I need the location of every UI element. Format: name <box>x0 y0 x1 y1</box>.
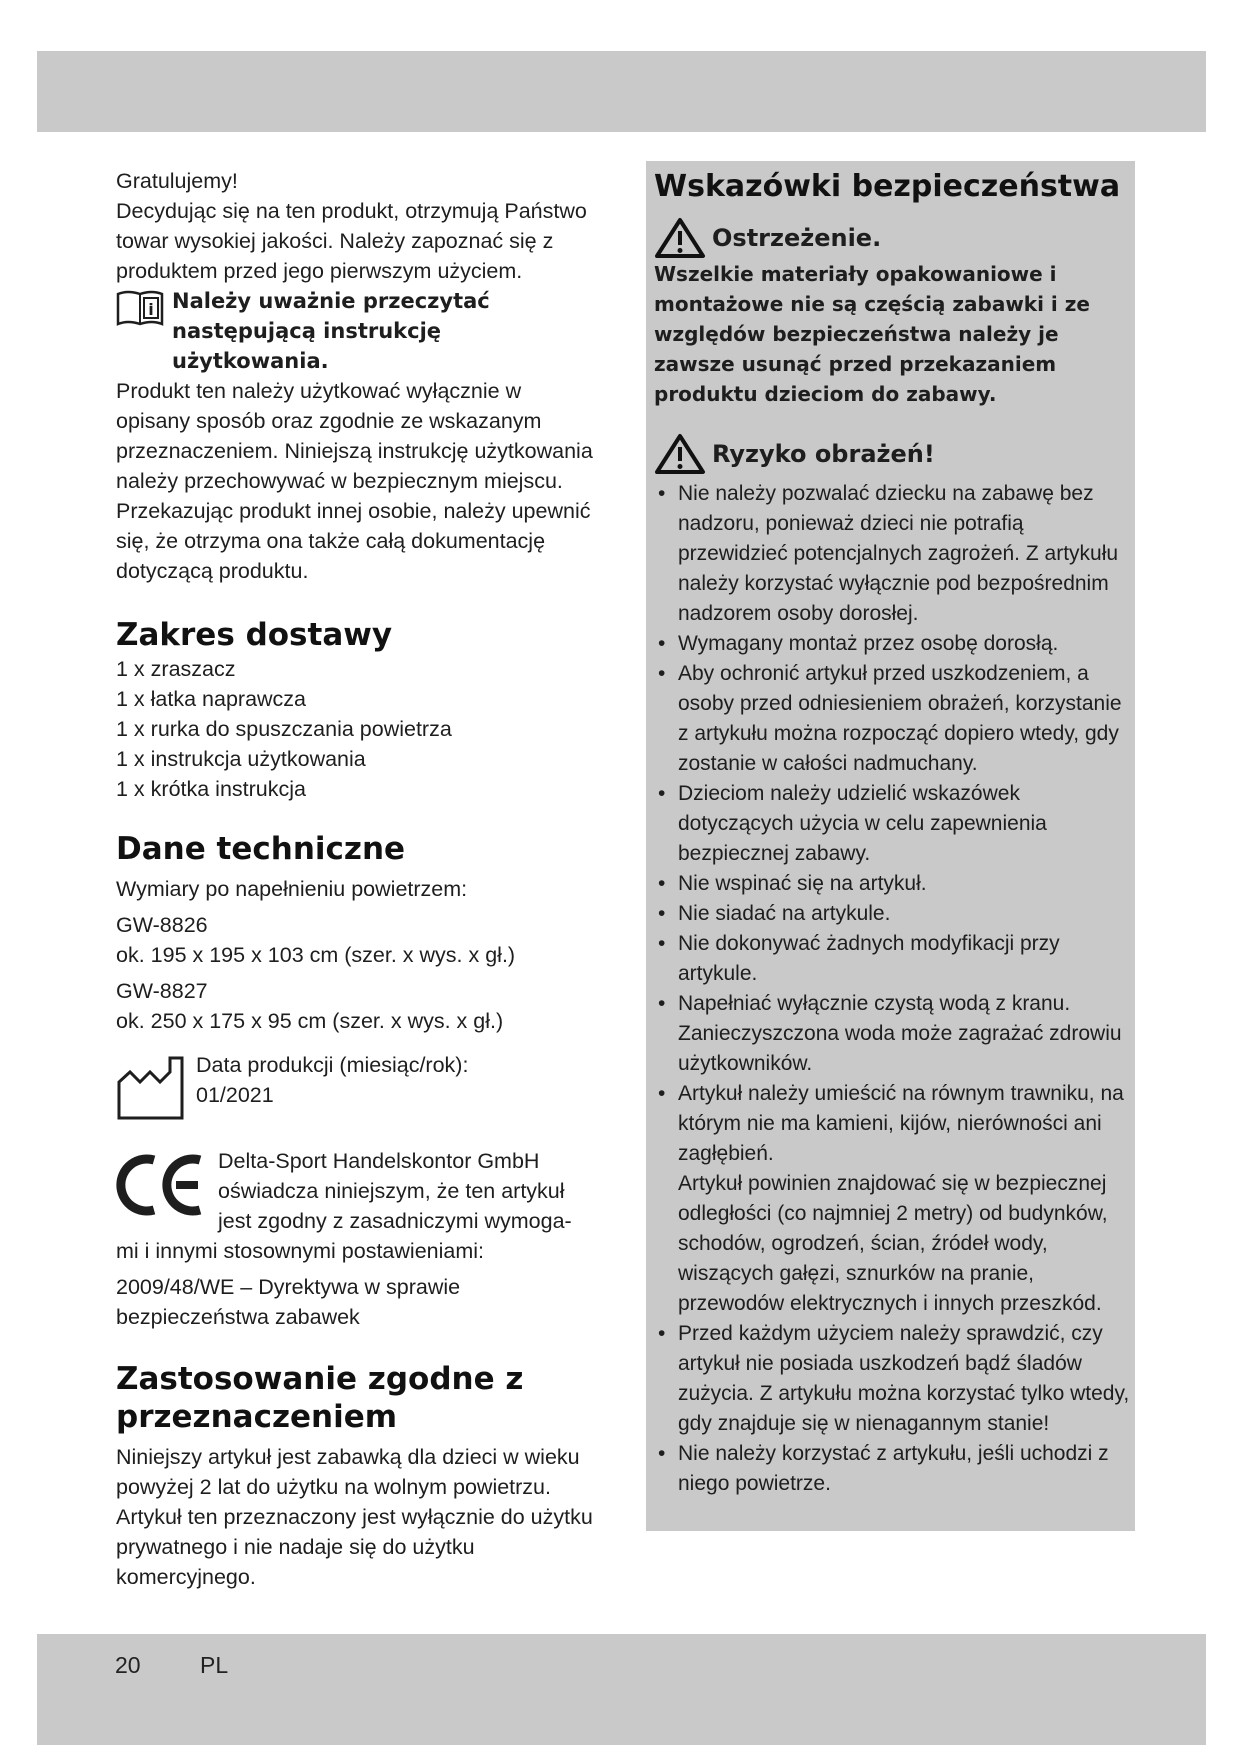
svg-text:i: i <box>148 300 154 319</box>
safety-bullet: • Aby ochronić artykuł przed uszkodzeniem, a osoby przed odniesieniem obrażeń, korzystanie z artykułu można rozpocząć dopiero wtedy, gdy zostanie w całości nadmuchany. <box>654 659 1130 779</box>
intended-p1: Niniejszy artykuł jest zabawką dla dzieci w wieku powyżej 2 lat do użytku na wolnym powietrzu. <box>116 1445 580 1499</box>
risk-heading-text: Ryzyko obrażeń! <box>712 440 935 468</box>
model-2: GW-8827 <box>116 979 208 1003</box>
safety-bullet-list <box>654 479 1130 1499</box>
safety-bullet: • Dzieciom należy udzielić wskazówek dotyczących użycia w celu zapewnienia bezpiecznej zabawy. <box>654 779 1130 869</box>
safety-bullet-extra: Artykuł powinien znajdować się w bezpiecznej odległości (co najmniej 2 metry) od budynków, schodów, ogrodzeń, ścian, źródeł wody, wiszących gałęzi, sznurków na pranie, przewodów elektrycznych i innych przeszkód. <box>678 1172 1108 1315</box>
safety-bullet: • Nie siadać na artykule. <box>654 899 1130 929</box>
safety-panel <box>646 161 1135 1531</box>
safety-title: Wskazówki bezpieczeństwa <box>654 169 1121 204</box>
header-band <box>37 51 1206 132</box>
usage-text: Produkt ten należy użytkować wyłącznie w opisany sposób oraz zgodnie ze wskazanym przeznaczeniem. Niniejszą instrukcję użytkowania należy przechowywać w bezpiecznym miejscu. Przekazując produkt innej osobie, należy upewnić się, że otrzyma ona także całą dokumentację dotyczącą produktu. <box>116 379 593 583</box>
safety-bullet: • Napełniać wyłącznie czystą wodą z kranu. Zanieczyszczona woda może zagrażać zdrowiu użytkowników. <box>654 989 1130 1079</box>
safety-bullet: • Przed każdym użyciem należy sprawdzić, czy artykuł nie posiada uszkodzeń bądź śladów zużycia. Z artykułu można korzystać tylko wtedy, gdy znajduje się w nienagannym stanie! <box>654 1319 1130 1439</box>
ce-mark-icon <box>116 1152 206 1218</box>
delivery-item: 1 x łatka naprawcza <box>116 687 307 711</box>
warning-triangle-icon <box>654 217 706 259</box>
ce-declaration <box>116 1146 596 1266</box>
safety-bullet-text: Artykuł należy umieścić na równym trawniku, na którym nie ma kamieni, kijów, nierówności ani zagłębień. <box>678 1082 1124 1165</box>
safety-bullet: • Nie należy korzystać z artykułu, jeśli uchodzi z niego powietrze. <box>654 1439 1130 1499</box>
safety-bullet: • Nie wspinać się na artykuł. <box>654 869 1130 899</box>
delivery-item: 1 x rurka do spuszczania powietrza <box>116 717 452 741</box>
delivery-item: 1 x instrukcja użytkowania <box>116 747 366 771</box>
footer-band <box>37 1634 1206 1745</box>
warning-text: Wszelkie materiały opakowaniowe i montażowe nie są częścią zabawki i ze względów bezpieczeństwa należy je zawsze usunąć przed przekazaniem produktu dzieciom do zabawy. <box>654 262 1090 406</box>
page-number: 20 <box>115 1652 141 1678</box>
ce-line-2: oświadcza niniejszym, że ten artykuł <box>218 1179 565 1203</box>
greeting: Gratulujemy! <box>116 169 238 193</box>
model-2-dims: ok. 250 x 175 x 95 cm (szer. x wys. x gł.) <box>116 1009 504 1033</box>
production-date-label: Data produkcji (miesiąc/rok): <box>196 1053 469 1077</box>
note-text: Należy uważnie przeczytać następującą instrukcję użytkowania. <box>172 289 490 373</box>
safety-bullet: • Nie dokonywać żadnych modyfikacji przy artykule. <box>654 929 1130 989</box>
ce-line-4: mi i innymi stosownymi postawieniami: <box>116 1239 484 1263</box>
dims-label: Wymiary po napełnieniu powietrzem: <box>116 877 468 901</box>
safety-bullet <box>654 1079 1130 1319</box>
model-1-dims: ok. 195 x 195 x 103 cm (szer. x wys. x gł.) <box>116 943 516 967</box>
intro-text: Decydując się na ten produkt, otrzymują Państwo towar wysokiej jakości. Należy zapoznać się z produktem przed jego pierwszym użyciem. <box>116 199 587 283</box>
production-date <box>116 1050 596 1118</box>
safety-bullet: • Wymagany montaż przez osobę dorosłą. <box>654 629 1130 659</box>
directive: 2009/48/WE – Dyrektywa w sprawie bezpieczeństwa zabawek <box>116 1275 461 1329</box>
safety-bullet: • Nie należy pozwalać dziecku na zabawę bez nadzoru, ponieważ dzieci nie potrafią przewidzieć potencjalnych zagrożeń. Z artykułu należy korzystać wyłącznie pod bezpośrednim nadzorem osoby dorosłej. <box>654 479 1130 629</box>
ce-line-3: jest zgodny z zasadniczymi wymoga- <box>218 1209 572 1233</box>
ce-line-1: Delta-Sport Handelskontor GmbH <box>218 1149 540 1173</box>
delivery-item: 1 x krótka instrukcja <box>116 777 306 801</box>
delivery-list <box>116 654 596 804</box>
read-instructions-note <box>116 286 596 376</box>
footer <box>115 1652 228 1679</box>
warning-heading <box>654 217 1130 259</box>
intended-p2: Artykuł ten przeznaczony jest wyłącznie do użytku prywatnego i nie nadaje się do użytku komercyjnego. <box>116 1505 593 1589</box>
delivery-item: 1 x zraszacz <box>116 657 236 681</box>
tech-heading: Dane techniczne <box>116 831 406 867</box>
intended-heading: Zastosowanie zgodne z przeznaczeniem <box>116 1361 524 1435</box>
left-column <box>116 166 596 1592</box>
warning-heading-text: Ostrzeżenie. <box>712 224 882 252</box>
manufacture-date-icon <box>116 1054 186 1120</box>
risk-heading <box>654 433 1130 475</box>
delivery-heading: Zakres dostawy <box>116 617 393 653</box>
model-1: GW-8826 <box>116 913 208 937</box>
language-code: PL <box>199 1652 229 1678</box>
production-date-value: 01/2021 <box>196 1083 274 1107</box>
read-manual-icon <box>116 288 164 328</box>
warning-triangle-icon <box>654 433 706 475</box>
